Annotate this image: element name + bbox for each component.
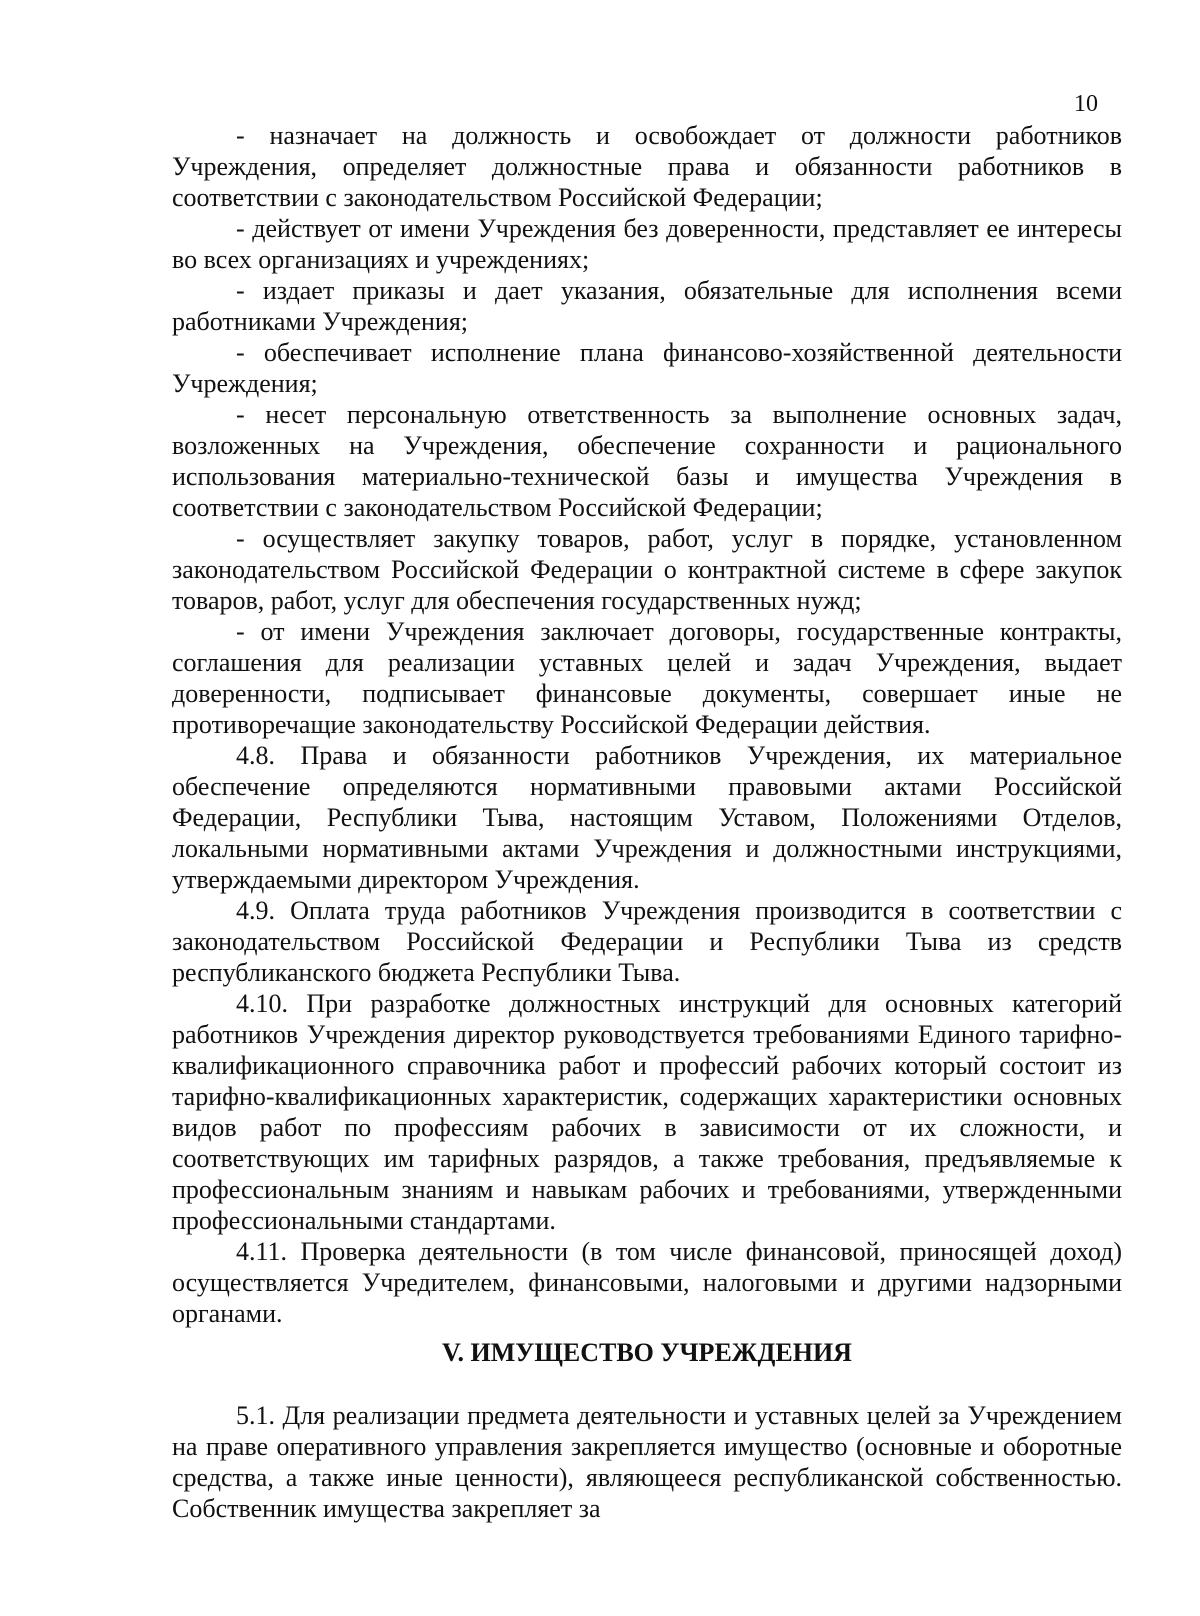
paragraph-5-1: 5.1. Для реализации предмета деятельности и уставных целей за Учреждением на праве оперативного управления закрепляется имущество (основные и оборотные средства, а также иные ценности), являющееся республиканской собственностью. Собственник имущества закрепляет за — [172, 1401, 1122, 1523]
document-text — [172, 120, 1122, 1524]
paragraph-duty-appoint: - назначает на должность и освобождает от должности работников Учреждения, определяет должностные права и обязанности работников в соответствии с законодательством Российской Федерации; — [172, 121, 1122, 212]
paragraph-duty-represent: - действует от имени Учреждения без доверенности, представляет ее интересы во всех организациях и учреждениях; — [172, 214, 1122, 274]
paragraph-duty-procurement: - осуществляет закупку товаров, работ, услуг в порядке, установленном законодательством Российской Федерации о контрактной системе в сфере закупок товаров, работ, услуг для обеспечения государственных нужд; — [172, 524, 1122, 615]
paragraph-duty-contracts: - от имени Учреждения заключает договоры, государственные контракты, соглашения для реализации уставных целей и задач Учреждения, выдает доверенности, подписывает финансовые документы, совершает иные не противоречащие законодательству Российской Федерации действия. — [172, 617, 1122, 739]
section-heading: V. ИМУЩЕСТВО УЧРЕЖДЕНИЯ — [442, 1338, 852, 1367]
page-number: 10 — [1074, 91, 1098, 117]
paragraph-4-9: 4.9. Оплата труда работников Учреждения производится в соответствии с законодательством Российской Федерации и Республики Тыва из средств республиканского бюджета Республики Тыва. — [172, 896, 1122, 987]
paragraph-duty-plan: - обеспечивает исполнение плана финансово-хозяйственной деятельности Учреждения; — [172, 338, 1122, 398]
paragraph-4-8: 4.8. Права и обязанности работников Учреждения, их материальное обеспечение определяются нормативными правовыми актами Российской Федерации, Республики Тыва, настоящим Уставом, Положениями Отделов, локальными нормативными актами Учреждения и должностными инструкциями, утверждаемыми директором Учреждения. — [172, 741, 1122, 894]
paragraph-4-10: 4.10. При разработке должностных инструкций для основных категорий работников Учреждения директор руководствуется требованиями Единого тарифно-квалификационного справочника работ и профессий рабочих который состоит из тарифно-квалификационных характеристик, содержащих характеристики основных видов работ по профессиям рабочих в зависимости от их сложности, и соответствующих им тарифных разрядов, а также требования, предъявляемые к профессиональным знаниям и навыкам рабочих и требованиями, утвержденными профессиональными стандартами. — [172, 989, 1122, 1235]
paragraph-duty-responsibility: - несет персональную ответственность за выполнение основных задач, возложенных на Учреждения, обеспечение сохранности и рационального использования материально-технической базы и имущества Учреждения в соответствии с законодательством Российской Федерации; — [172, 400, 1122, 522]
paragraph-duty-orders: - издает приказы и дает указания, обязательные для исполнения всеми работниками Учреждения; — [172, 276, 1122, 336]
paragraph-4-11: 4.11. Проверка деятельности (в том числе финансовой, приносящей доход) осуществляется Учредителем, финансовыми, налоговыми и другими надзорными органами. — [172, 1237, 1122, 1328]
